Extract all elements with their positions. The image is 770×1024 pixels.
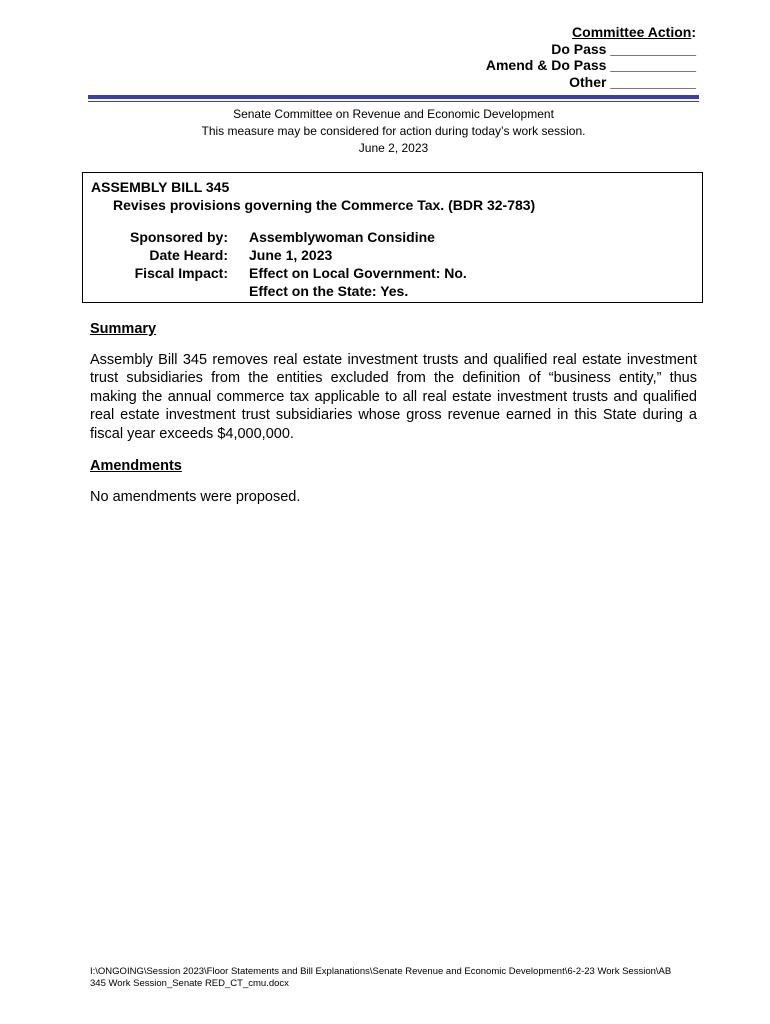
committee-action-block [486,24,696,90]
amend-do-pass-line: Amend & Do Pass ___________ [485,57,696,73]
other-line: Other ___________ [569,73,696,90]
amendments-text: No amendments were proposed. [90,489,301,505]
bill-number: ASSEMBLY BILL 345 [91,179,230,195]
amendments-heading: Amendments [90,458,182,474]
work-session-note: This measure may be considered for action during today’s work session. [201,124,586,138]
committee-name: Senate Committee on Revenue and Economic Development [233,107,554,121]
fiscal-impact-label: Fiscal Impact: [134,265,228,281]
meeting-date: June 2, 2023 [358,141,429,155]
summary-heading: Summary [90,321,157,337]
bill-info-box [82,172,703,303]
footer-file-path: I:\ONGOING\Session 2023\Floor Statements and Bill Explanations\Senate Revenue and Economic Development\6-2-23 Work Session\AB 345 Work Session_Senate RED_CT_cmu.docx [90,966,672,989]
fiscal-state-value: Effect on the State: Yes. [249,283,409,299]
meeting-info [88,106,699,157]
bill-meta [91,228,694,300]
fiscal-local-value: Effect on Local Government: No. [249,265,467,281]
bill-title: Revises provisions governing the Commerce Tax. (BDR 32-783) [113,197,536,213]
sponsored-by-label: Sponsored by: [129,229,228,245]
header-rule-thick [88,95,699,99]
summary-text: Assembly Bill 345 removes real estate investment trusts and qualified real estate investment trust subsidiaries from the entities excluded from the definition of “business entity,” thus making the annual commerce tax applicable to all real estate investment trusts and qualified real estate investment trust subsidiaries whose gross revenue earned in this State during a fiscal year exceeds $4,000,000. [90,352,697,442]
do-pass-line: Do Pass ___________ [551,40,696,57]
header-rule-thin [88,101,699,102]
date-heard-value: June 1, 2023 [249,247,333,263]
fiscal-spacer [91,282,228,300]
date-heard-label: Date Heard: [149,247,228,263]
sponsored-by-value: Assemblywoman Considine [249,229,435,245]
committee-action-title: Committee Action: [572,24,696,40]
